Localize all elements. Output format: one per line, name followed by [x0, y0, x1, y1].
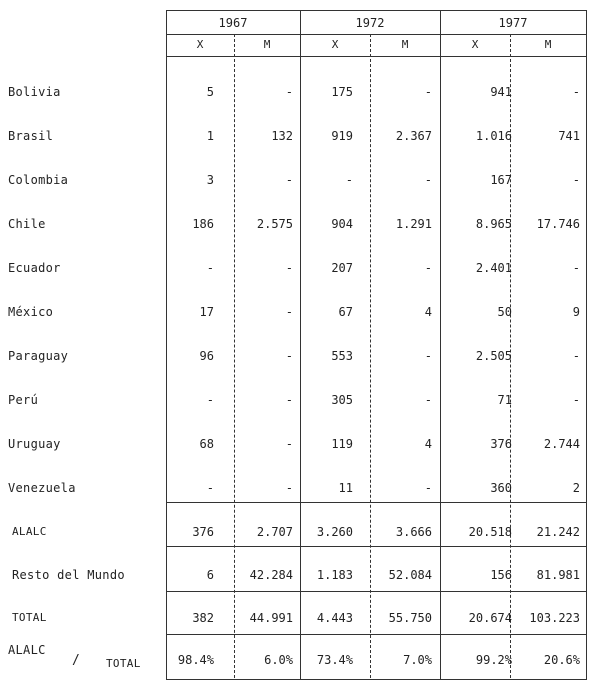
ratio-label-top: ALALC — [8, 643, 46, 657]
cell-m-1977: 81.981 — [536, 568, 580, 582]
row-label-bolivia: Bolivia — [8, 85, 61, 99]
cell-m-1977: - — [572, 261, 580, 275]
column-divider — [370, 34, 371, 678]
header-bottom-rule — [166, 56, 586, 57]
cell-m-1967: 6.0% — [264, 653, 293, 667]
header-top-rule — [166, 10, 586, 11]
cell-m-1977: 20.6% — [543, 653, 580, 667]
summary-rule — [166, 634, 586, 635]
row-label-colombia: Colombia — [8, 173, 69, 187]
cell-m-1977: 2 — [572, 481, 580, 495]
summary-rule — [166, 591, 586, 592]
cell-m-1977: - — [572, 349, 580, 363]
cell-x-1967: 5 — [206, 85, 214, 99]
column-rule — [440, 10, 441, 680]
cell-x-1967: 1 — [206, 129, 214, 143]
column-rule — [586, 10, 587, 680]
cell-x-1972: 1.183 — [316, 568, 353, 582]
cell-x-1977: 71 — [497, 393, 512, 407]
cell-x-1977: 941 — [490, 85, 512, 99]
cell-x-1967: 98.4% — [177, 653, 214, 667]
cell-x-1967: 186 — [192, 217, 214, 231]
cell-m-1977: - — [572, 393, 580, 407]
cell-x-1972: 904 — [331, 217, 353, 231]
cell-x-1972: - — [345, 173, 353, 187]
cell-x-1967: 17 — [199, 305, 214, 319]
cell-x-1967: - — [206, 393, 214, 407]
cell-x-1977: 156 — [490, 568, 512, 582]
year-header-1967: 1967 — [218, 16, 248, 30]
row-label-alalc: ALALC — [12, 525, 47, 538]
cell-x-1972: 207 — [331, 261, 353, 275]
row-label-paraguay: Paraguay — [8, 349, 69, 363]
cell-x-1967: 68 — [199, 437, 214, 451]
cell-m-1972: - — [424, 349, 432, 363]
cell-x-1972: 175 — [331, 85, 353, 99]
cell-x-1977: 2.401 — [475, 261, 512, 275]
summary-top-rule — [166, 502, 586, 503]
cell-x-1977: 360 — [490, 481, 512, 495]
cell-m-1967: - — [285, 481, 293, 495]
cell-m-1967: 132 — [271, 129, 293, 143]
row-label-peru: Perú — [8, 393, 39, 407]
cell-m-1967: 2.707 — [256, 525, 293, 539]
cell-m-1967: - — [285, 349, 293, 363]
cell-m-1967: 42.284 — [249, 568, 293, 582]
table-bottom-rule — [166, 679, 586, 680]
row-label-uruguay: Uruguay — [8, 437, 61, 451]
cell-x-1977: 8.965 — [475, 217, 512, 231]
cell-x-1972: 553 — [331, 349, 353, 363]
cell-x-1977: 2.505 — [475, 349, 512, 363]
ratio-label-slash: / — [72, 653, 81, 668]
cell-m-1972: - — [424, 393, 432, 407]
cell-x-1977: 99.2% — [475, 653, 512, 667]
cell-x-1972: 119 — [331, 437, 353, 451]
sub-header-x-1972: X — [331, 38, 339, 51]
ratio-label-bottom: TOTAL — [106, 657, 141, 670]
cell-x-1977: 20.674 — [468, 611, 512, 625]
row-label-venezuela: Venezuela — [8, 481, 76, 495]
cell-m-1967: - — [285, 173, 293, 187]
cell-m-1972: 1.291 — [395, 217, 432, 231]
cell-x-1967: 3 — [206, 173, 214, 187]
cell-m-1977: 103.223 — [529, 611, 580, 625]
cell-x-1967: 6 — [206, 568, 214, 582]
sub-header-x-1967: X — [196, 38, 204, 51]
cell-m-1972: - — [424, 481, 432, 495]
cell-x-1967: 96 — [199, 349, 214, 363]
summary-rule — [166, 546, 586, 547]
cell-x-1977: 20.518 — [468, 525, 512, 539]
cell-x-1977: 167 — [490, 173, 512, 187]
row-label-ecuador: Ecuador — [8, 261, 61, 275]
cell-m-1967: - — [285, 261, 293, 275]
cell-x-1972: 11 — [338, 481, 353, 495]
cell-x-1972: 73.4% — [316, 653, 353, 667]
cell-m-1972: 55.750 — [388, 611, 432, 625]
cell-m-1977: - — [572, 85, 580, 99]
row-label-total: TOTAL — [12, 611, 47, 624]
cell-m-1977: 17.746 — [536, 217, 580, 231]
cell-m-1967: - — [285, 393, 293, 407]
year-header-1977: 1977 — [498, 16, 528, 30]
cell-x-1967: 382 — [192, 611, 214, 625]
cell-m-1967: 44.991 — [249, 611, 293, 625]
cell-x-1972: 919 — [331, 129, 353, 143]
cell-m-1972: 4 — [424, 305, 432, 319]
cell-m-1977: 2.744 — [543, 437, 580, 451]
cell-m-1972: 7.0% — [403, 653, 432, 667]
cell-m-1967: - — [285, 437, 293, 451]
cell-x-1972: 3.260 — [316, 525, 353, 539]
cell-m-1977: 741 — [558, 129, 580, 143]
sub-header-x-1977: X — [471, 38, 479, 51]
cell-x-1967: - — [206, 481, 214, 495]
cell-m-1972: - — [424, 261, 432, 275]
cell-x-1977: 1.016 — [475, 129, 512, 143]
cell-x-1972: 67 — [338, 305, 353, 319]
cell-m-1967: 2.575 — [256, 217, 293, 231]
cell-m-1967: - — [285, 85, 293, 99]
cell-m-1972: - — [424, 173, 432, 187]
cell-m-1972: 3.666 — [395, 525, 432, 539]
header-mid-rule — [166, 34, 586, 35]
row-label-resto-del-mundo: Resto del Mundo — [12, 568, 125, 582]
row-label-chile: Chile — [8, 217, 46, 231]
cell-x-1977: 50 — [497, 305, 512, 319]
cell-m-1972: 2.367 — [395, 129, 432, 143]
cell-x-1967: - — [206, 261, 214, 275]
cell-m-1972: 52.084 — [388, 568, 432, 582]
cell-x-1967: 376 — [192, 525, 214, 539]
cell-m-1967: - — [285, 305, 293, 319]
cell-x-1972: 305 — [331, 393, 353, 407]
sub-header-m-1972: M — [401, 38, 409, 51]
cell-x-1972: 4.443 — [316, 611, 353, 625]
sub-header-m-1977: M — [544, 38, 552, 51]
sub-header-m-1967: M — [263, 38, 271, 51]
cell-m-1972: - — [424, 85, 432, 99]
row-label-mexico: México — [8, 305, 54, 319]
row-label-brasil: Brasil — [8, 129, 54, 143]
cell-m-1977: - — [572, 173, 580, 187]
cell-m-1977: 21.242 — [536, 525, 580, 539]
cell-m-1972: 4 — [424, 437, 432, 451]
year-header-1972: 1972 — [355, 16, 385, 30]
cell-m-1977: 9 — [572, 305, 580, 319]
cell-x-1977: 376 — [490, 437, 512, 451]
